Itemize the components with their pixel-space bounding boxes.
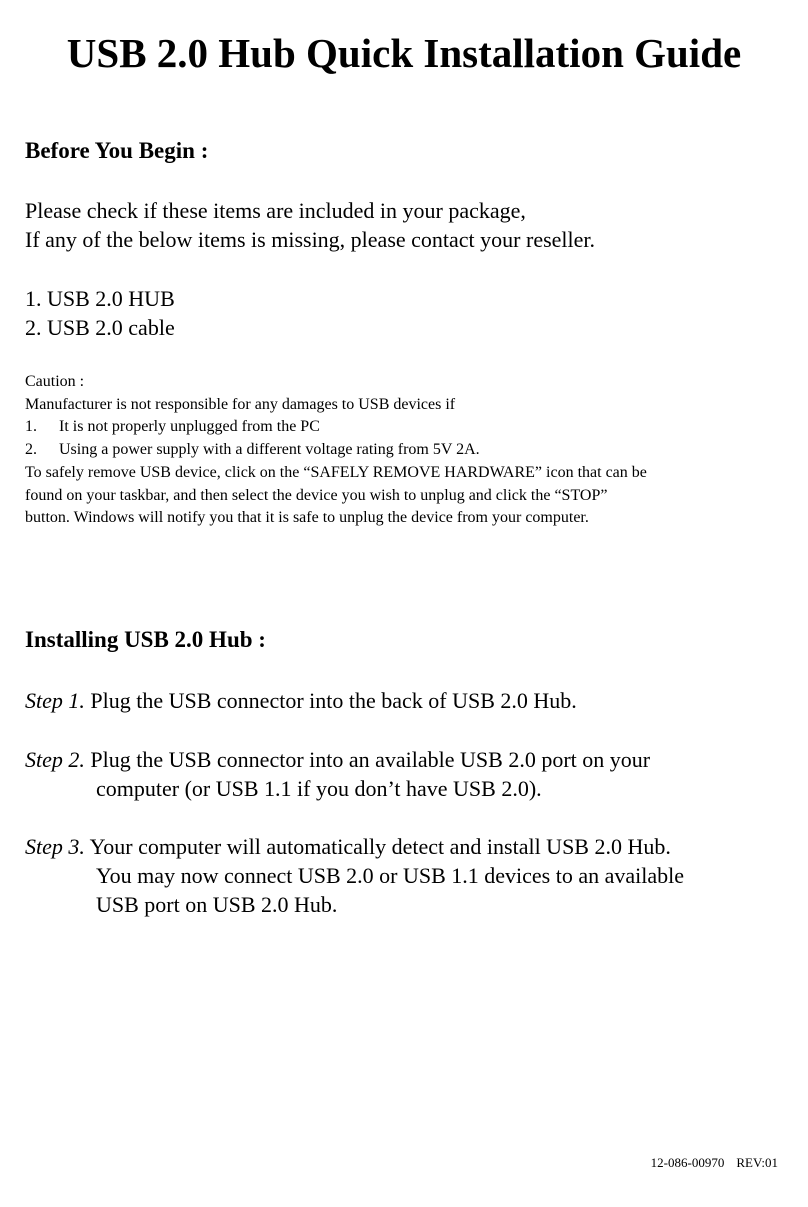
caution-point-text: It is not properly unplugged from the PC: [59, 418, 320, 436]
step-continuation: USB port on USB 2.0 Hub.: [96, 892, 338, 917]
step-label: Step 2.: [25, 747, 85, 772]
install-step-1: [25, 686, 805, 715]
caution-point: [25, 416, 647, 439]
install-step-3: [25, 832, 805, 919]
safe-removal-note-line: found on your taskbar, and then select the device you wish to unplug and click the “STOP”: [25, 486, 608, 504]
step-continuation: You may now connect USB 2.0 or USB 1.1 devices to an available: [96, 863, 685, 888]
caution-point-number: 1.: [25, 418, 37, 436]
step-continuation: computer (or USB 1.1 if you don’t have USB 2.0).: [96, 776, 542, 801]
step-line: [25, 832, 805, 861]
caution-label: Caution :: [25, 373, 85, 390]
step-line: [25, 686, 805, 715]
step-label: Step 1.: [25, 688, 85, 713]
step-line: [25, 745, 805, 774]
install-step-2: [25, 745, 805, 803]
caution-point-number: 2.: [25, 441, 37, 459]
package-items-list: [25, 284, 175, 342]
revision-label: REV:01: [736, 1155, 778, 1170]
part-number: 12-086-00970: [650, 1155, 725, 1170]
step-text: Your computer will automatically detect and install USB 2.0 Hub.: [89, 834, 671, 859]
caution-point: [25, 439, 647, 462]
caution-point-text: Using a power supply with a different voltage rating from 5V 2A.: [59, 441, 480, 459]
before-you-begin-heading: Before You Begin :: [25, 138, 209, 163]
step-label: Step 3.: [25, 834, 85, 859]
document-footer: [651, 1155, 778, 1171]
page-title: USB 2.0 Hub Quick Installation Guide: [66, 30, 742, 76]
package-check-line: Please check if these items are included in your package,: [25, 198, 526, 223]
package-check-line: If any of the below items is missing, please contact your reseller.: [25, 227, 596, 252]
step-text: Plug the USB connector into an available USB 2.0 port on your: [90, 747, 651, 772]
package-check-paragraph: [25, 196, 595, 254]
safe-removal-note-line: To safely remove USB device, click on the “SAFELY REMOVE HARDWARE” icon that can be: [25, 463, 647, 481]
caution-block: [25, 371, 647, 530]
step-text: Plug the USB connector into the back of USB 2.0 Hub.: [90, 688, 577, 713]
list-item: 1. USB 2.0 HUB: [25, 286, 175, 311]
caution-intro: Manufacturer is not responsible for any damages to USB devices if: [25, 395, 456, 413]
installing-heading: Installing USB 2.0 Hub :: [25, 627, 266, 652]
safe-removal-note-line: button. Windows will notify you that it is safe to unplug the device from your computer.: [25, 509, 589, 527]
list-item: 2. USB 2.0 cable: [25, 315, 175, 340]
